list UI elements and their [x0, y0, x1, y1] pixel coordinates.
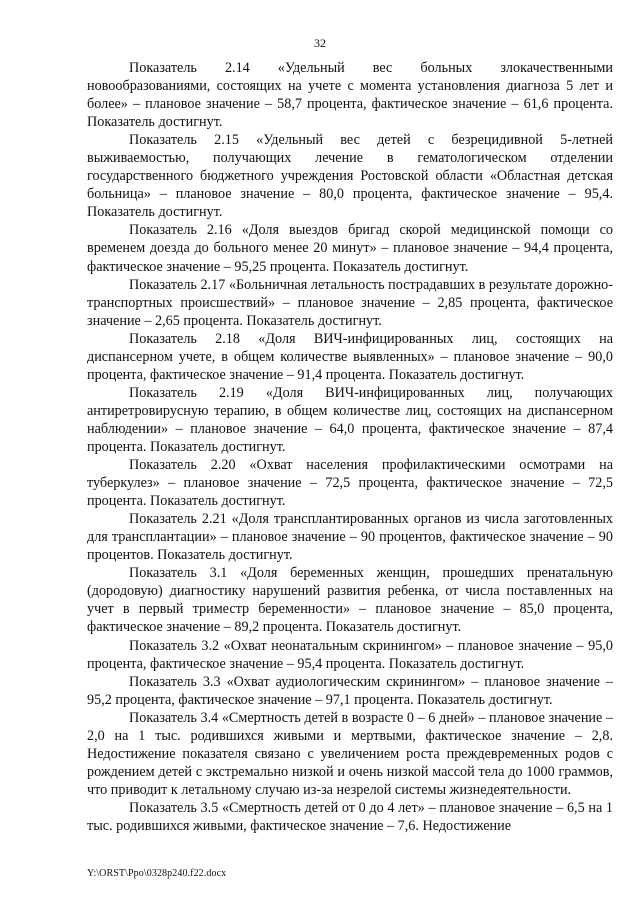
- document-body: [87, 59, 613, 835]
- paragraph-indicator-2-14: Показатель 2.14 «Удельный вес больных злокачественными новообразованиями, состоящих на учете с момента установления диагноза 5 лет и более» – плановое значение – 58,7 процента, фактическое значение – 61,6 процента. Показатель достигнут.: [87, 60, 613, 131]
- paragraph-indicator-3-1: Показатель 3.1 «Доля беременных женщин, прошедших пренатальную (дородовую) диагностику нарушений развития ребенка, от числа поставленных на учет в первый триместр беременности» – плановое значение – 85,0 процента, фактическое значение – 89,2 процента. Показатель достигнут.: [87, 565, 613, 636]
- paragraph-indicator-3-5: Показатель 3.5 «Смертность детей от 0 до 4 лет» – плановое значение – 6,5 на 1 тыс. родившихся живыми, фактическое значение – 7,6. Недостижение: [87, 799, 613, 834]
- paragraph-indicator-2-21: Показатель 2.21 «Доля трансплантированных органов из числа заготовленных для трансплантации» – плановое значение – 90 процентов, фактическое значение – 90 процентов. Показатель достигнут.: [87, 511, 613, 564]
- footer-file-path: Y:\ORST\Ppo\0328p240.f22.docx: [87, 868, 227, 879]
- paragraph-indicator-2-17: Показатель 2.17 «Больничная летальность пострадавших в результате дорожно-транспортных происшествий» – плановое значение – 2,85 процента, фактическое значение – 2,65 процента. Показатель достигнут.: [87, 276, 613, 329]
- paragraph-indicator-2-15: Показатель 2.15 «Удельный вес детей с безрецидивной 5-летней выживаемостью, получающих лечение в гематологическом отделении государственного бюджетного учреждения Ростовской области «Областная детская больница» – плановое значение – 80,0 процента, фактическое значение – 95,4. Показатель достигнут.: [87, 132, 613, 221]
- paragraph-indicator-2-18: Показатель 2.18 «Доля ВИЧ-инфицированных лиц, состоящих на диспансерном учете, в общем количестве выявленных» – плановое значение – 90,0 процента, фактическое значение – 91,4 процента. Показатель достигнут.: [87, 330, 613, 383]
- paragraph-indicator-2-20: Показатель 2.20 «Охват населения профилактическими осмотрами на туберкулез» – плановое значение – 72,5 процента, фактическое значение – 72,5 процента. Показатель достигнут.: [87, 457, 613, 510]
- paragraph-indicator-3-3: Показатель 3.3 «Охват аудиологическим скринингом» – плановое значение – 95,2 процента, фактическое значение – 97,1 процента. Показатель достигнут.: [87, 673, 613, 708]
- paragraph-indicator-2-19: Показатель 2.19 «Доля ВИЧ-инфицированных лиц, получающих антиретровирусную терапию, в общем количестве лиц, состоящих на диспансерном наблюдении» – плановое значение – 64,0 процента, фактическое значение – 87,4 процента. Показатель достигнут.: [87, 384, 613, 455]
- page-number: 32: [314, 36, 326, 50]
- paragraph-indicator-3-2: Показатель 3.2 «Охват неонатальным скринингом» – плановое значение – 95,0 процента, фактическое значение – 95,4 процента. Показатель достигнут.: [87, 637, 613, 672]
- paragraph-indicator-3-4: Показатель 3.4 «Смертность детей в возрасте 0 – 6 дней» – плановое значение – 2,0 на 1 тыс. родившихся живыми и мертвыми, фактическое значение – 2,8. Недостижение показателя связано с увеличением роста преждевременных родов с рождением детей с экстремально низкой и очень низкой массой тела до 1000 граммов, что приводит к летальному случаю из-за незрелой системы жизнедеятельности.: [87, 709, 613, 798]
- paragraph-indicator-2-16: Показатель 2.16 «Доля выездов бригад скорой медицинской помощи со временем доезда до больного менее 20 минут» – плановое значение – 94,4 процента, фактическое значение – 95,25 процента. Показатель достигнут.: [87, 222, 613, 275]
